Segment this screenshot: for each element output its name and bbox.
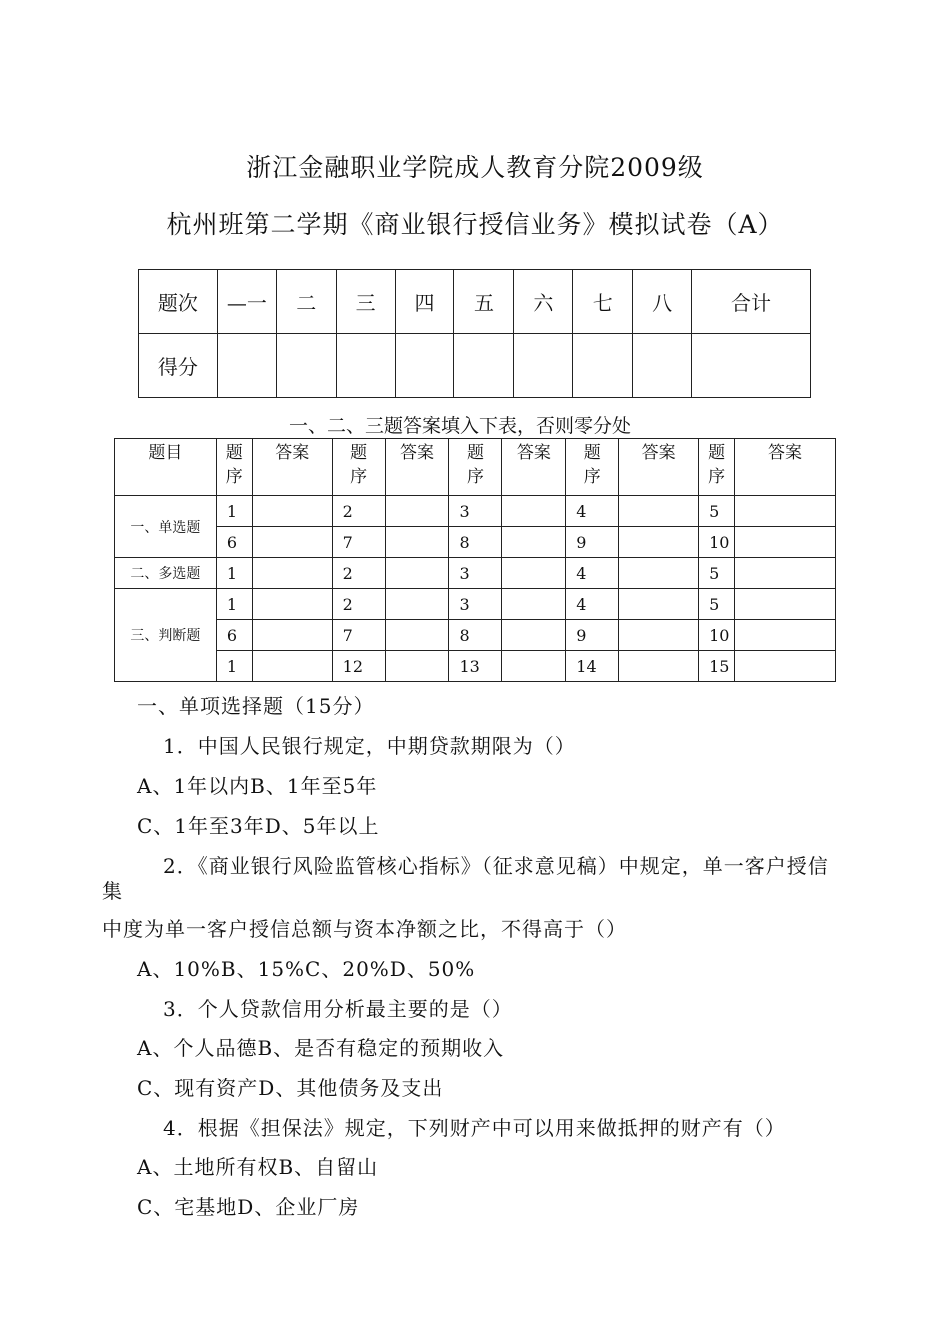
question-number: 15	[699, 651, 735, 682]
answer-cell[interactable]	[252, 558, 332, 589]
score-col-1: —一	[217, 270, 276, 334]
section-label: 二、多选题	[115, 558, 217, 589]
score-cell-total[interactable]	[692, 334, 811, 398]
question-line: 4．根据《担保法》规定，下列财产中可以用来做抵押的财产有（）	[163, 1116, 786, 1140]
question-line: 1．中国人民银行规定，中期贷款期限为（）	[163, 734, 576, 758]
question-line: 3．个人贷款信用分析最主要的是（）	[163, 997, 513, 1021]
question-number: 12	[332, 651, 385, 682]
answer-row	[115, 620, 836, 651]
question-number: 4	[566, 496, 619, 527]
answer-col-seq: 题 序	[216, 439, 252, 496]
answer-instruction: 一、二、三题答案填入下表，否则零分处	[288, 415, 631, 437]
answer-cell[interactable]	[252, 620, 332, 651]
score-cell[interactable]	[276, 334, 336, 398]
question-number: 10	[699, 527, 735, 558]
exam-title-line1: 浙江金融职业学院成人教育分院2009级	[246, 153, 704, 182]
answer-cell[interactable]	[502, 589, 566, 620]
score-col-6: 六	[514, 270, 573, 334]
answer-col-answer: 答案	[735, 439, 836, 496]
answer-cell[interactable]	[735, 527, 836, 558]
question-number: 1	[216, 496, 252, 527]
answer-cell[interactable]	[619, 558, 699, 589]
question-line: A、10%B、15%C、20%D、50%	[137, 957, 476, 981]
score-col-5: 五	[454, 270, 514, 334]
question-number: 5	[699, 496, 735, 527]
answer-cell[interactable]	[619, 620, 699, 651]
answer-cell[interactable]	[502, 651, 566, 682]
question-line: 中度为单一客户授信总额与资本净额之比，不得高于（）	[102, 917, 627, 941]
score-col-3: 三	[336, 270, 395, 334]
score-cell[interactable]	[514, 334, 573, 398]
question-line: 2．《商业银行风险监管核心指标》（征求意见稿）中规定，单一客户授信	[163, 854, 829, 878]
question-number: 14	[566, 651, 619, 682]
question-number: 4	[566, 589, 619, 620]
question-line: 集	[102, 879, 123, 903]
answer-cell[interactable]	[502, 527, 566, 558]
question-number: 6	[216, 620, 252, 651]
question-number: 8	[449, 527, 502, 558]
answer-row	[115, 589, 836, 620]
question-line: A、1年以内B、1年至5年	[137, 774, 378, 798]
answer-cell[interactable]	[502, 558, 566, 589]
answer-header-row	[115, 439, 836, 496]
answer-col-answer: 答案	[502, 439, 566, 496]
question-number: 4	[566, 558, 619, 589]
answer-cell[interactable]	[619, 496, 699, 527]
question-line: C、1年至3年D、5年以上	[137, 814, 380, 838]
score-header-row	[139, 270, 811, 334]
answer-cell[interactable]	[619, 651, 699, 682]
question-number: 1	[216, 589, 252, 620]
section-label: 三、判断题	[115, 589, 217, 682]
answer-cell[interactable]	[619, 589, 699, 620]
question-number: 10	[699, 620, 735, 651]
answer-col-answer: 答案	[619, 439, 699, 496]
answer-col-answer: 答案	[385, 439, 449, 496]
question-number: 3	[449, 589, 502, 620]
question-number: 1	[216, 651, 252, 682]
answer-cell[interactable]	[385, 496, 449, 527]
answer-cell[interactable]	[252, 527, 332, 558]
question-number: 8	[449, 620, 502, 651]
answer-cell[interactable]	[502, 496, 566, 527]
question-number: 6	[216, 527, 252, 558]
question-number: 2	[332, 496, 385, 527]
answer-cell[interactable]	[502, 620, 566, 651]
answer-cell[interactable]	[385, 589, 449, 620]
answer-cell[interactable]	[735, 651, 836, 682]
question-number: 9	[566, 527, 619, 558]
answer-cell[interactable]	[252, 496, 332, 527]
score-col-2: 二	[276, 270, 336, 334]
score-col-4: 四	[395, 270, 454, 334]
question-number: 5	[699, 558, 735, 589]
answer-col-seq: 题 序	[699, 439, 735, 496]
answer-col-subject: 题目	[115, 439, 217, 496]
score-col-7: 七	[573, 270, 633, 334]
question-number: 13	[449, 651, 502, 682]
question-number: 9	[566, 620, 619, 651]
question-number: 2	[332, 589, 385, 620]
score-cell[interactable]	[395, 334, 454, 398]
answer-cell[interactable]	[252, 651, 332, 682]
question-line: A、个人品德B、是否有稳定的预期收入	[137, 1036, 505, 1060]
answer-row	[115, 558, 836, 589]
question-number: 7	[332, 620, 385, 651]
answer-col-answer: 答案	[252, 439, 332, 496]
answer-cell[interactable]	[619, 527, 699, 558]
score-cell[interactable]	[217, 334, 276, 398]
score-value-row	[139, 334, 811, 398]
answer-col-seq: 题 序	[332, 439, 385, 496]
score-table	[138, 269, 811, 398]
section-heading: 一、单项选择题（15分）	[137, 694, 375, 718]
answer-row	[115, 496, 836, 527]
question-number: 2	[332, 558, 385, 589]
answer-cell[interactable]	[735, 496, 836, 527]
score-cell[interactable]	[573, 334, 633, 398]
question-number: 1	[216, 558, 252, 589]
answer-col-seq: 题 序	[449, 439, 502, 496]
score-row-label: 得分	[139, 334, 218, 398]
answer-cell[interactable]	[385, 620, 449, 651]
question-line: A、土地所有权B、自留山	[137, 1155, 379, 1179]
section-label: 一、单选题	[115, 496, 217, 558]
score-col-total: 合计	[692, 270, 811, 334]
score-col-8: 八	[633, 270, 692, 334]
question-number: 3	[449, 558, 502, 589]
answer-row	[115, 527, 836, 558]
score-cell[interactable]	[633, 334, 692, 398]
exam-title-line2: 杭州班第二学期《商业银行授信业务》模拟试卷（A）	[166, 210, 784, 239]
question-line: C、宅基地D、企业厂房	[137, 1195, 360, 1219]
answer-cell[interactable]	[385, 651, 449, 682]
answer-row	[115, 651, 836, 682]
answer-cell[interactable]	[735, 589, 836, 620]
answer-cell[interactable]	[385, 527, 449, 558]
answer-col-seq: 题 序	[566, 439, 619, 496]
answer-table	[114, 438, 836, 682]
score-cell[interactable]	[336, 334, 395, 398]
question-number: 5	[699, 589, 735, 620]
answer-cell[interactable]	[252, 589, 332, 620]
answer-cell[interactable]	[385, 558, 449, 589]
score-header-label: 题次	[139, 270, 218, 334]
question-number: 7	[332, 527, 385, 558]
question-line: C、现有资产D、其他债务及支出	[137, 1076, 444, 1100]
question-number: 3	[449, 496, 502, 527]
answer-cell[interactable]	[735, 620, 836, 651]
answer-cell[interactable]	[735, 558, 836, 589]
score-cell[interactable]	[454, 334, 514, 398]
